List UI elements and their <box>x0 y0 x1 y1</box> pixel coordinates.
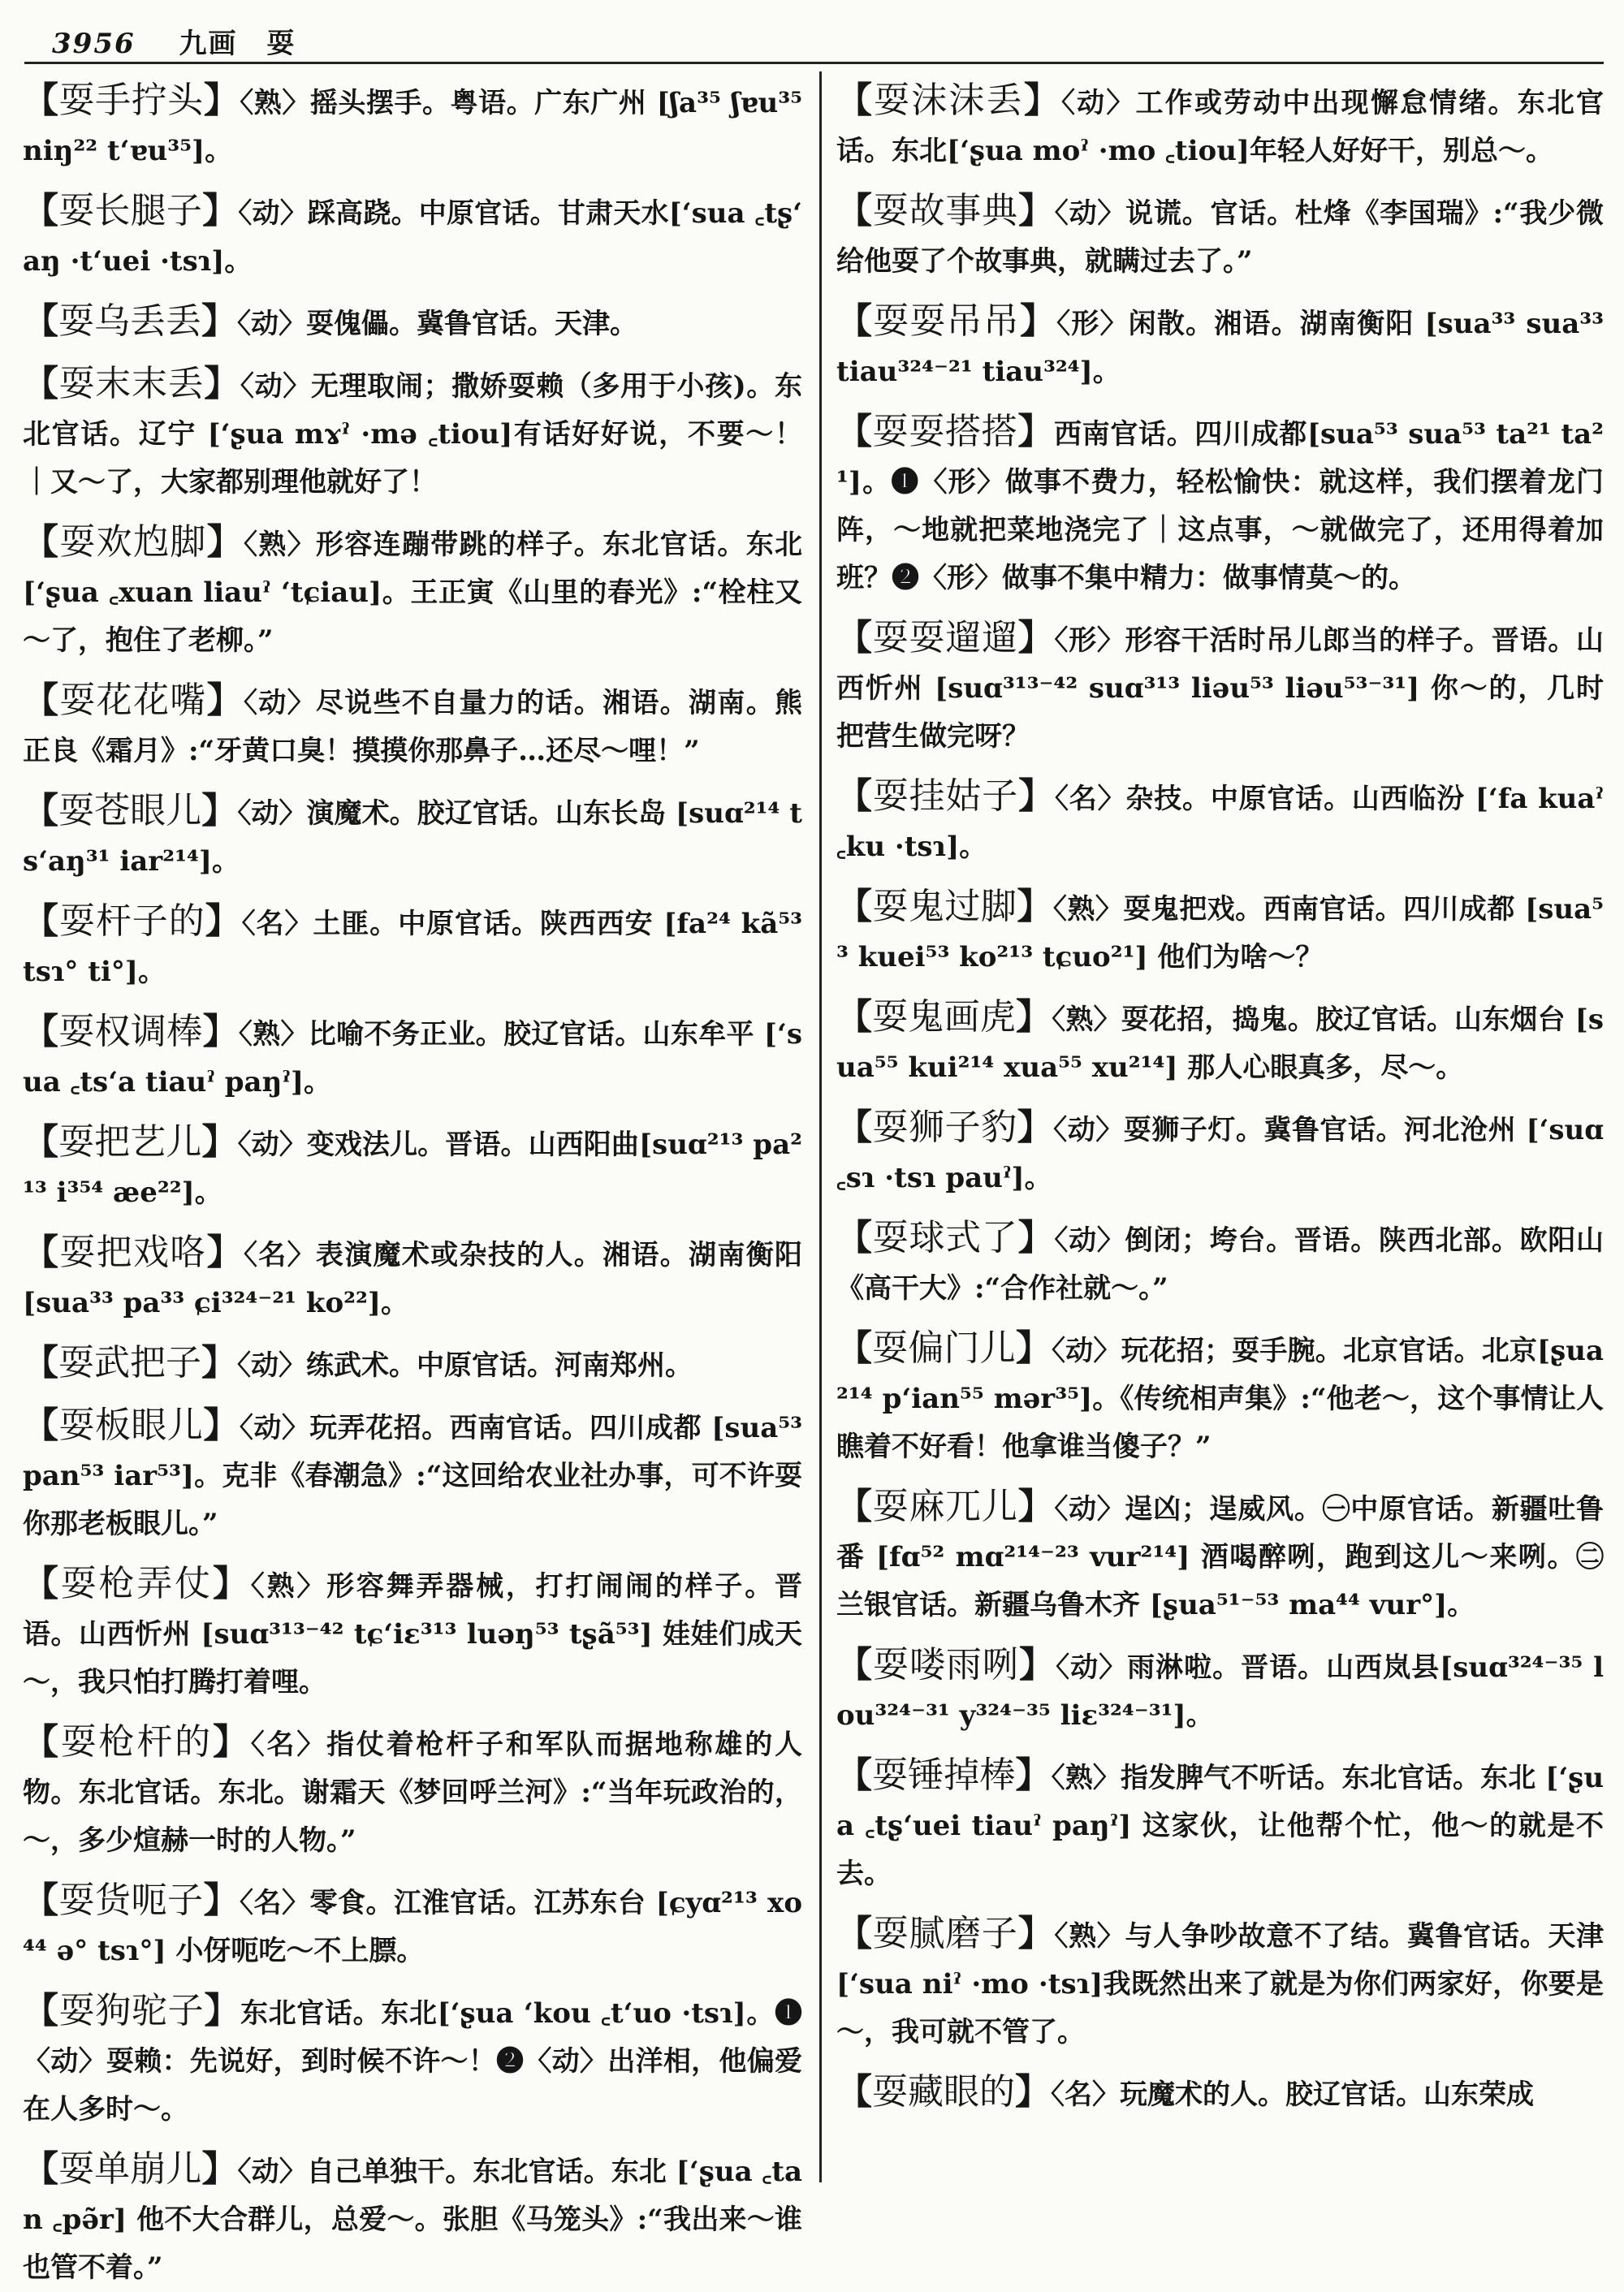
dictionary-entry <box>836 1751 1604 1898</box>
entry-definition: 〈动〉雨淋啦。晋语。山西岚县[suɑ³²⁴⁻³⁵ lou³²⁴⁻³¹ y³²⁴⁻³⁵ liɛ³²⁴⁻³¹]。 <box>836 1651 1605 1732</box>
entry-definition: 西南官话。四川成都[sua⁵³ sua⁵³ ta²¹ ta²¹]。❶〈形〉做事不费力，轻松愉快：就这样，我们摆着龙门阵，～地就把菜地浇完了｜这点事，～就做完了，还用得着加班？❷〈形〉做事不集中精力：做事情莫～的。 <box>836 418 1605 594</box>
entry-headword: 【耍单崩儿】 <box>23 2148 238 2190</box>
entry-headword: 【耍鬼过脚】 <box>836 886 1053 927</box>
entry-headword: 【耍藏眼的】 <box>836 2071 1051 2113</box>
entry-definition: 〈名〉零食。江淮官话。江苏东台 [ɕyɑ²¹³ xo⁴⁴ ə° tsɿ°] 小伢呃吃～不上膘。 <box>23 1887 803 1967</box>
dictionary-entry <box>23 297 802 348</box>
entry-headword: 【耍把戏咯】 <box>23 1232 244 1273</box>
entry-headword: 【耍沫沫丢】 <box>836 80 1062 121</box>
entry-headword: 【耍狮子豹】 <box>836 1107 1054 1148</box>
dictionary-entry <box>836 1324 1604 1471</box>
entry-definition: 〈动〉玩弄花招。西南官话。四川成都 [sua⁵³ pan⁵³ iar⁵³]。克非《春潮急》:“这回给农业社办事，可不许耍你那老板眼儿。” <box>23 1412 803 1540</box>
entry-definition: 〈动〉演魔术。胶辽官话。山东长岛 [suɑ²¹⁴ tsʻaŋ³¹ iar²¹⁴]。 <box>23 797 803 878</box>
entry-headword: 【耍故事典】 <box>836 190 1055 231</box>
dictionary-entry <box>836 614 1604 761</box>
entry-headword: 【耍手拧头】 <box>23 80 240 121</box>
dictionary-entry <box>836 408 1604 602</box>
entry-headword: 【耍长腿子】 <box>23 190 239 231</box>
dictionary-entry <box>23 1118 802 1217</box>
entry-definition: 〈熟〉比喻不务正业。胶辽官话。山东牟平 [ʻsua ꜀tsʻa tiauˀ paŋˀ]。 <box>23 1018 803 1099</box>
entry-definition: 〈动〉耍狮子灯。冀鲁官话。河北沧州 [ʻsuɑ ꜀sɿ ·tsɿ pauˀ]。 <box>836 1114 1605 1194</box>
entry-headword: 【耍枪杆的】 <box>23 1721 251 1763</box>
dictionary-entry <box>23 187 802 286</box>
entry-headword: 【耍乌丢丢】 <box>23 300 237 342</box>
dictionary-entry <box>23 360 802 507</box>
entry-definition: 〈动〉变戏法儿。晋语。山西阳曲[suɑ²¹³ pa²¹³ i³⁵⁴ æe²²]。 <box>23 1129 802 1209</box>
entry-definition: 〈动〉倒闭；垮台。晋语。陕西北部。欧阳山《高干大》:“合作社就～。” <box>836 1224 1605 1305</box>
entry-definition: 〈名〉指仗着枪杆子和军队而据地称雄的人物。东北官话。东北。谢霜天《梦回呼兰河》:“当年玩政治的，～，多少煊赫一时的人物。” <box>23 1729 803 1857</box>
entry-headword: 【耍武把子】 <box>23 1342 237 1383</box>
entry-headword: 【耍苍眼儿】 <box>23 790 238 831</box>
entry-headword: 【耍货呃子】 <box>23 1880 240 1921</box>
dictionary-entry <box>23 1339 802 1390</box>
entry-definition: 〈动〉踩高跷。中原官话。甘肃天水[ʻsua ꜀tʂʻaŋ ·tʻuei ·tsɿ]。 <box>23 197 803 278</box>
entry-definition: 〈熟〉形容连蹦带跳的样子。东北官话。东北 [ʻʂua ꜀xuan liauˀ ʻtɕiau]。王正寅《山里的春光》:“栓柱又～了，抱住了老柳。” <box>23 529 803 657</box>
dictionary-entry <box>23 787 802 886</box>
dictionary-entry <box>836 2068 1604 2119</box>
page-number: 3956 <box>52 28 136 60</box>
entry-definition: 〈熟〉与人争吵故意不了结。冀鲁官话。天津[ʻsua niˀ ·mo ·tsɿ]我既然出来了就是为你们两家好，你要是～，我可就不管了。 <box>836 1920 1605 2048</box>
header-rule <box>24 62 1604 64</box>
entry-definition: 〈动〉耍傀儡。冀鲁官话。天津。 <box>237 308 637 340</box>
entry-headword: 【耍喽雨咧】 <box>836 1644 1056 1686</box>
dictionary-entry <box>23 1718 802 1865</box>
entry-definition: 〈动〉逞凶；逞威风。㊀中原官话。新疆吐鲁番 [fɑ⁵² mɑ²¹⁴⁻²³ vur²¹⁴] 酒喝醉咧，跑到这儿～来咧。㊁兰银官话。新疆乌鲁木齐 [ʂua⁵¹⁻⁵³ ma⁴⁴ vur°]。 <box>836 1493 1605 1621</box>
entry-definition: 〈动〉练武术。中原官话。河南郑州。 <box>237 1349 693 1382</box>
entry-headword: 【耍把艺儿】 <box>23 1121 238 1163</box>
column-divider <box>819 71 822 2182</box>
dictionary-entry <box>836 993 1604 1092</box>
dictionary-entry <box>23 897 802 996</box>
entry-headword: 【耍偏门儿】 <box>836 1327 1052 1369</box>
dictionary-entry <box>23 1228 802 1327</box>
entry-definition: 〈名〉玩魔术的人。胶辽官话。山东荣成 <box>1051 2078 1534 2111</box>
dictionary-entry <box>23 2145 802 2292</box>
entry-definition: 〈动〉说谎。官话。杜烽《李国瑞》:“我少微给他耍了个故事典，就瞒过去了。” <box>836 197 1605 278</box>
entry-headword: 【耍板眼儿】 <box>23 1405 240 1446</box>
entry-definition: 〈动〉无理取闹；撒娇耍赖（多用于小孩)。东北官话。辽宁 [ʻʂua mɤˀ ·mə ꜀tiou]有话好好说，不要～！｜又～了，大家都别理他就好了！ <box>23 370 803 499</box>
entry-headword: 【耍枪弄仗】 <box>23 1563 251 1604</box>
entry-definition: 〈名〉土匪。中原官话。陕西西安 [fa²⁴ kã⁵³ tsɿ° ti°]。 <box>23 908 803 988</box>
left-column <box>23 76 803 2284</box>
entry-definition: 〈熟〉耍鬼把戏。西南官话。四川成都 [sua⁵³ kuei⁵³ ko²¹³ tɕuo²¹] 他们为啥～？ <box>836 893 1605 973</box>
entry-definition: 〈名〉表演魔术或杂技的人。湘语。湖南衡阳 [sua³³ pa³³ ɕi³²⁴⁻²¹ ko²²]。 <box>23 1239 803 1319</box>
entry-definition: 〈形〉形容干活时吊儿郎当的样子。晋语。山西忻州 [suɑ³¹³⁻⁴² suɑ³¹³ liəu⁵³ liəu⁵³⁻³¹] 你～的，几时把营生做完呀？ <box>836 624 1605 753</box>
entry-definition: 〈熟〉耍花招，捣鬼。胶辽官话。山东烟台 [sua⁵⁵ kui²¹⁴ xua⁵⁵ xu²¹⁴] 那人心眼真多，尽～。 <box>836 1004 1605 1084</box>
entry-headword: 【耍花花嘴】 <box>23 680 244 721</box>
dictionary-entry <box>23 1401 802 1548</box>
right-column <box>836 76 1604 2187</box>
dictionary-entry <box>836 1641 1604 1740</box>
entry-definition: 〈熟〉摇头摆手。粤语。广东广州 [ʃa³⁵ ʃɐu³⁵ niŋ²² tʻɐu³⁵]。 <box>23 87 803 167</box>
entry-definition: 〈形〉闲散。湘语。湖南衡阳 [sua³³ sua³³ tiau³²⁴⁻²¹ tiau³²⁴]。 <box>836 308 1605 388</box>
entry-headword: 【耍耍吊吊】 <box>836 300 1057 342</box>
entry-headword: 【耍权调棒】 <box>23 1011 239 1052</box>
entry-headword: 【耍锤掉棒】 <box>836 1755 1052 1796</box>
entry-headword: 【耍狗驼子】 <box>23 1990 240 2031</box>
entry-definition: 〈动〉自己单独干。东北官话。东北 [ʻʂua ꜀tan ꜀pə̃r] 他不大合群儿，总爱～。张胆《马笼头》:“我出来～谁也管不着。” <box>23 2156 803 2284</box>
stroke-count: 九画 <box>179 28 238 60</box>
entry-definition: 东北官话。东北[ʻʂua ʻkou ꜀tʻuo ·tsɿ]。❶〈动〉耍赖：先说好，到时候不许～！❷〈动〉出洋相，他偏爱在人多时～。 <box>23 1997 803 2126</box>
entry-headword: 【耍杆子的】 <box>23 900 242 942</box>
dictionary-entry <box>23 1560 802 1707</box>
dictionary-entry <box>836 76 1604 175</box>
head-character: 耍 <box>266 28 296 60</box>
entry-headword: 【耍耍遛遛】 <box>836 617 1055 658</box>
dictionary-entry <box>23 1876 802 1975</box>
entry-headword: 【耍球式了】 <box>836 1217 1055 1258</box>
entry-definition: 〈熟〉指发脾气不听话。东北官话。东北 [ʻʂua ꜀tʂʻuei tiauˀ paŋˀ] 这家伙，让他帮个忙，他～的就是不去。 <box>836 1762 1605 1890</box>
dictionary-entry <box>836 883 1604 982</box>
dictionary-entry <box>836 772 1604 871</box>
dictionary-entry <box>23 676 802 775</box>
dictionary-entry <box>23 1008 802 1107</box>
dictionary-entry <box>836 1103 1604 1202</box>
dictionary-entry <box>836 1214 1604 1313</box>
entry-definition: 〈名〉杂技。中原官话。山西临汾 [ʻfa kuaˀ ꜀ku ·tsɿ]。 <box>836 783 1605 863</box>
page-header <box>52 21 1595 60</box>
entry-definition: 〈动〉玩花招；耍手腕。北京官话。北京[ʂua²¹⁴ pʻian⁵⁵ mər³⁵]。《传统相声集》:“他老～，这个事情让人瞧着不好看！他拿谁当傻子？” <box>836 1335 1605 1463</box>
entry-headword: 【耍鬼画虎】 <box>836 996 1052 1038</box>
dictionary-entry <box>836 297 1604 396</box>
dictionary-entry <box>23 518 802 665</box>
entry-definition: 〈动〉工作或劳动中出现懈怠情绪。东北官话。东北[ʻʂua moˀ ·mo ꜀tiou]年轻人好好干，别总～。 <box>836 87 1605 167</box>
entry-definition: 〈动〉尽说些不自量力的话。湘语。湖南。熊正良《霜月》:“牙黄口臭！摸摸你那鼻子…还尽～哩！” <box>23 687 803 767</box>
entry-headword: 【耍麻兀儿】 <box>836 1486 1055 1527</box>
dictionary-entry <box>836 1483 1604 1629</box>
entry-headword: 【耍末末丢】 <box>23 363 240 404</box>
dictionary-entry <box>23 1987 802 2134</box>
entry-headword: 【耍欢尥脚】 <box>23 521 244 563</box>
dictionary-entry <box>836 1910 1604 2057</box>
dictionary-entry <box>23 76 802 175</box>
entry-headword: 【耍腻磨子】 <box>836 1913 1055 1954</box>
dictionary-entry <box>836 187 1604 286</box>
entry-headword: 【耍挂姑子】 <box>836 775 1055 817</box>
entry-headword: 【耍耍搭搭】 <box>836 411 1054 452</box>
entry-definition: 〈熟〉形容舞弄器械，打打闹闹的样子。晋语。山西忻州 [suɑ³¹³⁻⁴² tɕʻiɛ³¹³ luəŋ⁵³ tʂã⁵³] 娃娃们成天～，我只怕打腾打着哩。 <box>23 1570 803 1698</box>
